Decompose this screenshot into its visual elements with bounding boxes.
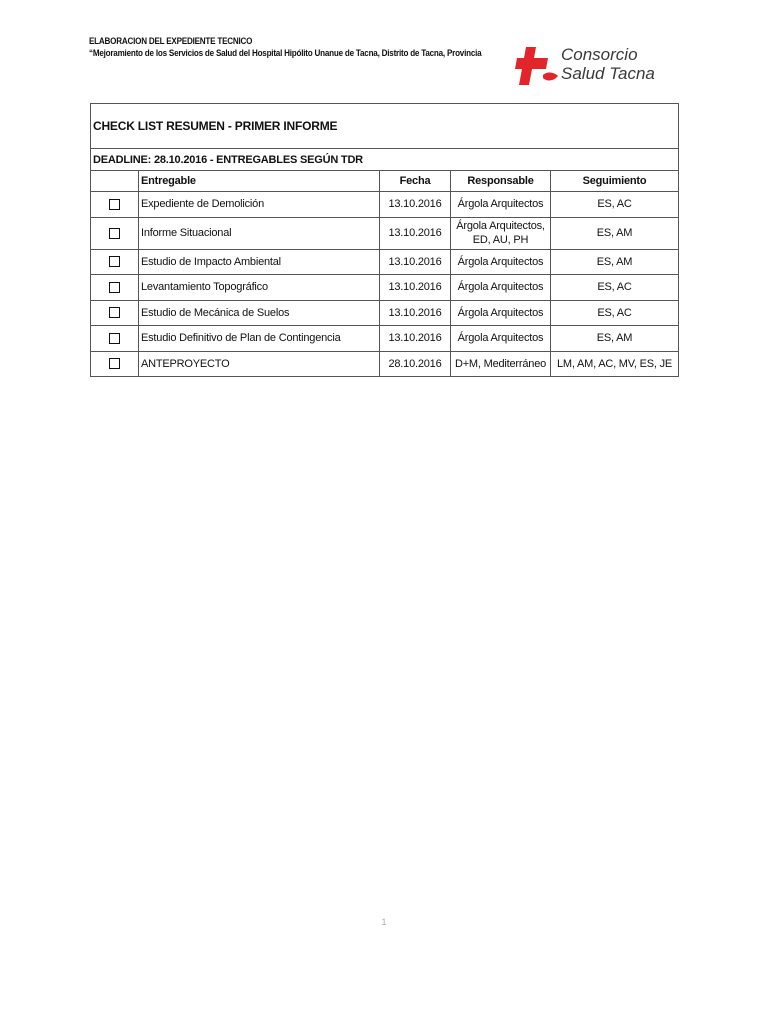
checkbox[interactable]	[109, 282, 120, 293]
page-number: 1	[381, 917, 387, 927]
responsable-cell: Árgola Arquitectos	[451, 249, 551, 275]
seguimiento-cell: ES, AC	[551, 275, 679, 301]
table-row	[91, 249, 679, 275]
checklist-title: CHECK LIST RESUMEN - PRIMER INFORME	[91, 104, 679, 149]
column-header-entregable: Entregable	[139, 171, 380, 192]
logo-line-1: Consorcio	[561, 45, 638, 64]
red-cross-icon	[514, 45, 560, 87]
table-row	[91, 326, 679, 352]
checkbox[interactable]	[109, 256, 120, 267]
entregable-cell: Levantamiento Topográfico	[139, 275, 380, 301]
seguimiento-cell: ES, AC	[551, 192, 679, 218]
column-header-fecha: Fecha	[380, 171, 451, 192]
entregable-cell: Expediente de Demolición	[139, 192, 380, 218]
logo-line-2: Salud Tacna	[561, 64, 655, 83]
fecha-cell: 13.10.2016	[380, 192, 451, 218]
responsable-cell: D+M, Mediterráneo	[451, 351, 551, 377]
checkbox[interactable]	[109, 358, 120, 369]
responsable-cell	[451, 217, 551, 249]
fecha-cell: 28.10.2016	[380, 351, 451, 377]
document-header	[89, 35, 501, 59]
responsable-line-2: ED, AU, PH	[472, 234, 529, 246]
responsable-line-1: Árgola Arquitectos,	[456, 220, 545, 232]
column-header-responsable: Responsable	[451, 171, 551, 192]
table-row	[91, 275, 679, 301]
checkbox[interactable]	[109, 228, 120, 239]
checkbox[interactable]	[109, 333, 120, 344]
deadline-text: DEADLINE: 28.10.2016 - ENTREGABLES SEGÚN TDR	[91, 149, 679, 171]
entregable-cell: ANTEPROYECTO	[139, 351, 380, 377]
checklist-table	[90, 103, 679, 377]
checkbox[interactable]	[109, 307, 120, 318]
table-row	[91, 300, 679, 326]
seguimiento-cell: ES, AM	[551, 326, 679, 352]
fecha-cell: 13.10.2016	[380, 275, 451, 301]
fecha-cell: 13.10.2016	[380, 249, 451, 275]
table-row	[91, 217, 679, 249]
fecha-cell: 13.10.2016	[380, 300, 451, 326]
entregable-cell: Estudio de Impacto Ambiental	[139, 249, 380, 275]
fecha-cell: 13.10.2016	[380, 217, 451, 249]
entregable-cell: Informe Situacional	[139, 217, 380, 249]
table-row	[91, 192, 679, 218]
seguimiento-cell: ES, AC	[551, 300, 679, 326]
consorcio-logo	[514, 45, 679, 87]
logo-wordmark	[561, 45, 655, 83]
column-header-seguimiento: Seguimiento	[551, 171, 679, 192]
entregable-cell: Estudio de Mecánica de Suelos	[139, 300, 380, 326]
header-project-name: “Mejoramiento de los Servicios de Salud del Hospital Hipólito Unanue de Tacna, Distrito de Tacna, Provincia	[89, 48, 482, 58]
fecha-cell: 13.10.2016	[380, 326, 451, 352]
responsable-cell: Árgola Arquitectos	[451, 275, 551, 301]
checkbox-column-header	[91, 171, 139, 192]
responsable-cell: Árgola Arquitectos	[451, 326, 551, 352]
seguimiento-cell: ES, AM	[551, 217, 679, 249]
header-title: ELABORACION DEL EXPEDIENTE TECNICO	[89, 36, 253, 46]
checklist-table-container	[90, 103, 678, 377]
seguimiento-cell: ES, AM	[551, 249, 679, 275]
table-row	[91, 351, 679, 377]
seguimiento-cell: LM, AM, AC, MV, ES, JE	[551, 351, 679, 377]
entregable-cell: Estudio Definitivo de Plan de Contingencia	[139, 326, 380, 352]
responsable-cell: Árgola Arquitectos	[451, 300, 551, 326]
responsable-cell: Árgola Arquitectos	[451, 192, 551, 218]
checkbox[interactable]	[109, 199, 120, 210]
